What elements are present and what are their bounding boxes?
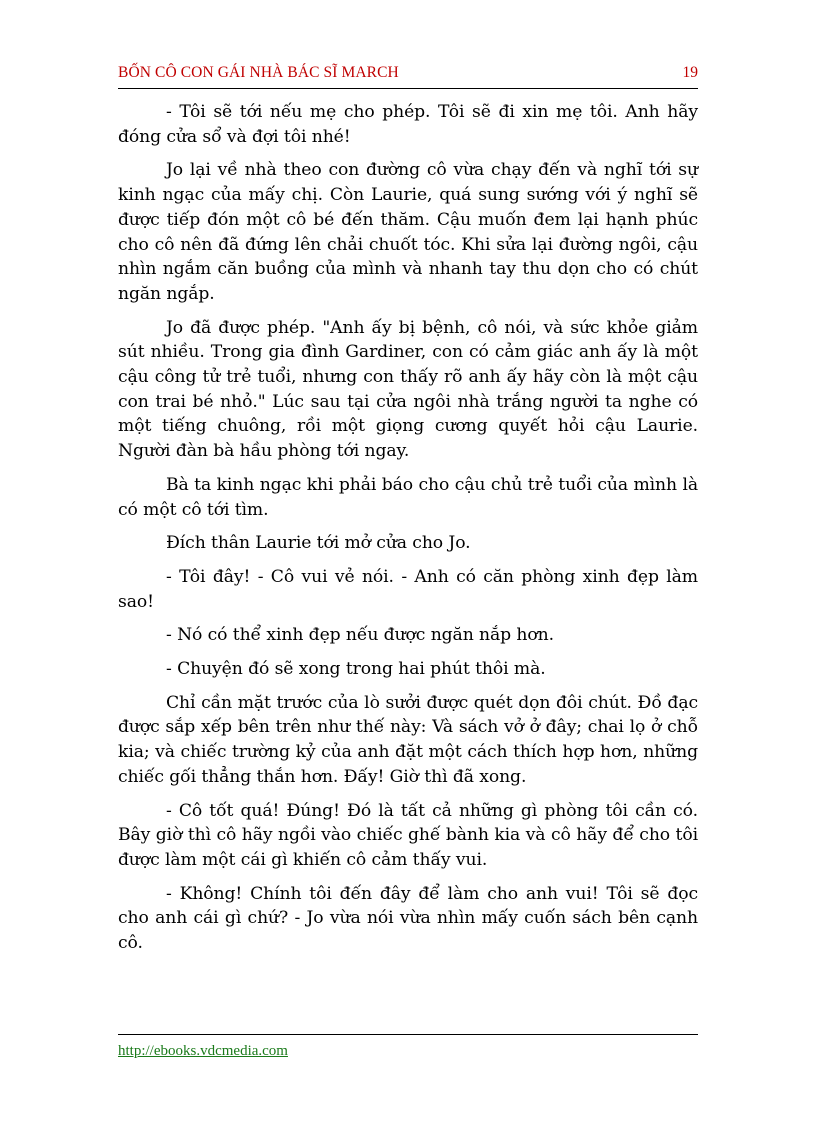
paragraph: - Cô tốt quá! Đúng! Đó là tất cả những gì phòng tôi cần có. Bây giờ thì cô hãy ngồi vào chiếc ghế bành kia và cô hãy để cho tôi được làm một cái gì khiến cô cảm thấy vui. [118, 800, 698, 870]
paragraph: Bà ta kinh ngạc khi phải báo cho cậu chủ trẻ tuổi của mình là có một cô tới tìm. [118, 474, 698, 520]
paragraph: - Tôi đây! - Cô vui vẻ nói. - Anh có căn phòng xinh đẹp làm sao! [118, 566, 698, 612]
footer-divider [118, 1034, 698, 1035]
page-number: 19 [682, 64, 698, 81]
paragraph: - Không! Chính tôi đến đây để làm cho anh vui! Tôi sẽ đọc cho anh cái gì chứ? - Jo vừa nói vừa nhìn mấy cuốn sách bên cạnh cô. [118, 883, 698, 954]
footer-link[interactable]: http://ebooks.vdcmedia.com [118, 1043, 288, 1059]
book-title: BỐN CÔ CON GÁI NHÀ BÁC SĨ MARCH [118, 64, 399, 81]
paragraph: - Tôi sẽ tới nếu mẹ cho phép. Tôi sẽ đi xin mẹ tôi. Anh hãy đóng cửa sổ và đợi tôi nhé! [118, 102, 698, 147]
page-header [118, 62, 698, 89]
paragraph: Jo lại về nhà theo con đường cô vừa chạy đến và nghĩ tới sự kinh ngạc của mấy chị. Còn Laurie, quá sung sướng với ý nghĩ sẽ được tiếp đón một cô bé đến thăm. Cậu muốn đem lại hạnh phúc cho cô nên đã đứng lên chải chuốt tóc. Khi sửa lại đường ngôi, cậu nhìn ngắm căn buồng của mình và nhanh tay thu dọn cho có chút ngăn ngắp. [118, 160, 698, 304]
paragraph: - Nó có thể xinh đẹp nếu được ngăn nắp hơn. [166, 625, 554, 646]
paragraph: Jo đã được phép. "Anh ấy bị bệnh, cô nói, và sức khỏe giảm sút nhiều. Trong gia đình Gardiner, con có cảm giác anh ấy là một cậu công tử trẻ tuổi, nhưng con thấy rõ anh ấy hãy còn là một cậu con trai bé nhỏ." Lúc sau tại cửa ngôi nhà trắng người ta nghe có một tiếng chuông, rồi một giọng cương quyết hỏi cậu Laurie. Người đàn bà hầu phòng tới ngay. [118, 317, 698, 462]
paragraph: Chỉ cần mặt trước của lò sưởi được quét dọn đôi chút. Đồ đạc được sắp xếp bên trên như thế này: Và sách vở ở đây; chai lọ ở chỗ kia; và chiếc trường kỷ của anh đặt một cách thích hợp hơn, những chiếc gối thẳng thắn hơn. Đấy! Giờ thì đã xong. [118, 692, 698, 787]
page-body [118, 100, 698, 965]
paragraph: Đích thân Laurie tới mở cửa cho Jo. [166, 533, 471, 554]
paragraph: - Chuyện đó sẽ xong trong hai phút thôi mà. [166, 659, 546, 680]
